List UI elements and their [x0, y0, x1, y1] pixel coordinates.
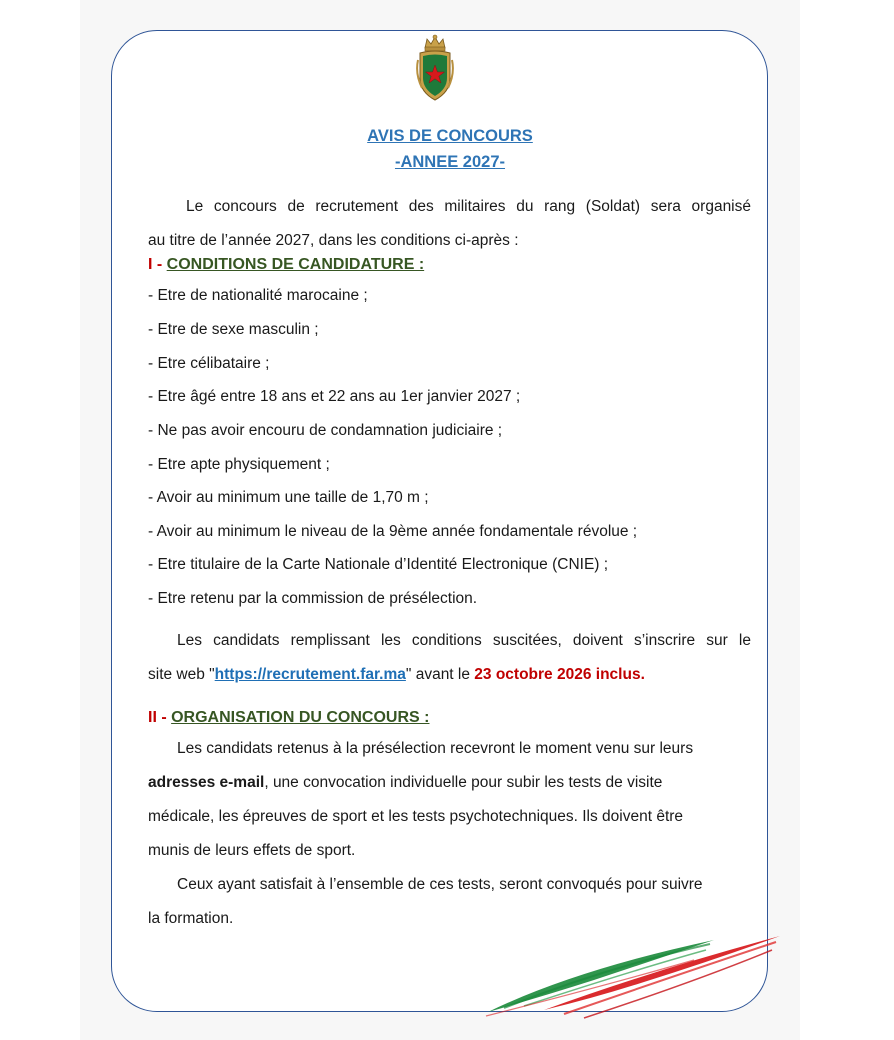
- registration-line-2: [148, 658, 751, 692]
- organisation-line-3: médicale, les épreuves de sport et les tests psychotechniques. Ils doivent être: [148, 808, 684, 825]
- section-1-title: CONDITIONS DE CANDIDATURE :: [166, 256, 425, 273]
- organisation-line-2-rest: , une convocation individuelle pour subir les tests de visite: [264, 774, 663, 791]
- section-1-number: I -: [148, 256, 167, 273]
- intro-line-1: Le concours de recrutement des militaires du rang (Soldat) sera organisé: [186, 198, 751, 215]
- organisation-line-4: munis de leurs effets de sport.: [148, 842, 356, 859]
- condition-item: - Avoir au minimum une taille de 1,70 m ;: [148, 489, 429, 506]
- condition-item: - Etre apte physiquement ;: [148, 456, 330, 473]
- section-2-number: II -: [148, 709, 172, 726]
- section-1-heading: [148, 256, 424, 274]
- condition-item: - Ne pas avoir encouru de condamnation judiciaire ;: [148, 422, 503, 439]
- intro-line-2: au titre de l’année 2027, dans les conditions ci-après :: [148, 232, 519, 249]
- condition-item: - Avoir au minimum le niveau de la 9ème année fondamentale révolue ;: [148, 523, 638, 540]
- formation-line-1: Ceux ayant satisfait à l’ensemble de ces tests, seront convoqués pour suivre: [177, 876, 703, 893]
- condition-item: - Etre âgé entre 18 ans et 22 ans au 1er janvier 2027 ;: [148, 388, 521, 405]
- section-2-heading: [148, 709, 429, 727]
- condition-item: - Etre de nationalité marocaine ;: [148, 287, 368, 304]
- condition-item: - Etre célibataire ;: [148, 355, 270, 372]
- organisation-line-2: [148, 766, 751, 800]
- notice-subtitle: -ANNEE 2027-: [394, 153, 506, 171]
- organisation-paragraph: [148, 732, 751, 936]
- registration-prefix: site web ": [148, 666, 215, 683]
- formation-line-2: la formation.: [148, 910, 234, 927]
- condition-item: - Etre titulaire de la Carte Nationale d’Identité Electronique (CNIE) ;: [148, 556, 609, 573]
- recruitment-website-link[interactable]: https://recrutement.far.ma: [214, 666, 406, 683]
- intro-paragraph: [148, 190, 751, 258]
- notice-title: AVIS DE CONCOURS: [367, 127, 533, 145]
- section-2-title: ORGANISATION DU CONCOURS :: [171, 709, 430, 726]
- email-addresses-text: adresses e-mail: [148, 774, 265, 791]
- registration-line-1: Les candidats remplissant les conditions suscitées, doivent s’inscrire sur le: [177, 632, 751, 649]
- registration-deadline: 23 octobre 2026 inclus.: [474, 666, 645, 683]
- flag-brush-decoration-icon: [484, 930, 784, 1022]
- condition-item: - Etre de sexe masculin ;: [148, 321, 319, 338]
- registration-middle: " avant le: [405, 666, 475, 683]
- registration-paragraph: [148, 624, 751, 692]
- far-emblem-icon: [414, 34, 456, 102]
- condition-item: - Etre retenu par la commission de présélection.: [148, 590, 478, 607]
- organisation-line-1: Les candidats retenus à la présélection recevront le moment venu sur leurs: [177, 740, 694, 757]
